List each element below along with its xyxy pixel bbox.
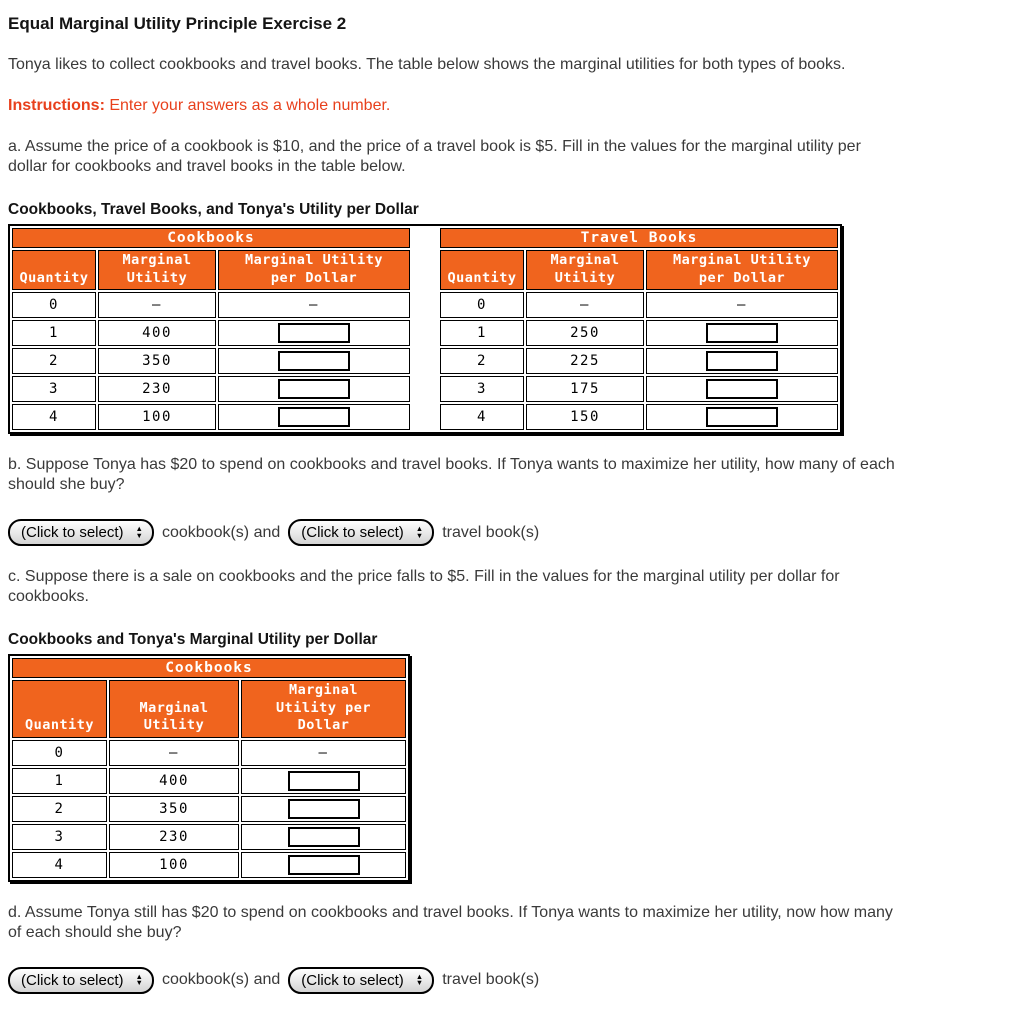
select-label: (Click to select) [21,524,124,542]
quantity-3: 3 [12,824,107,850]
between-label: cookbook(s) and [161,971,281,989]
input-travel-mupd-3[interactable] [706,379,778,399]
travel-books-group-header: Travel Books [440,228,838,248]
travel-mu-0: — [526,292,644,318]
table-gap-column [412,228,438,430]
input-cookbook-mupd-3[interactable] [278,379,350,399]
col-header-marginal-utility-cookbooks: Marginal Utility [98,250,216,290]
cookbooks-quantity-4: 4 [12,404,96,430]
quantity-1: 1 [12,768,107,794]
part-a-text: a. Assume the price of a cookbook is $10, and the price of a travel book is $5. Fill in the values for the marginal utility per dollar for cookbooks and travel books in the table below. [8,138,861,175]
instructions [8,96,901,116]
cookbooks-mu-3: 230 [98,376,216,402]
utility-table-cookbooks-travel [8,224,842,434]
col-header-marginal-utility: Marginal Utility [109,680,239,738]
cookbooks-quantity-3: 3 [12,376,96,402]
cookbooks-quantity-select-b[interactable] [8,519,154,546]
table-row [12,768,406,794]
travel-quantity-0: 0 [440,292,524,318]
col-header-quantity-travel: Quantity [440,250,524,290]
intro-text: Tonya likes to collect cookbooks and travel books. The table below shows the marginal utilities for both types of books. [8,56,846,73]
table-row [12,658,406,678]
cookbooks-mupd-cell-3 [218,376,410,402]
cookbooks-quantity-select-d[interactable] [8,967,154,994]
mu-0: — [109,740,239,766]
travel-quantity-1: 1 [440,320,524,346]
travel-quantity-4: 4 [440,404,524,430]
input-sale-mupd-3[interactable] [288,827,360,847]
table-row [12,680,406,738]
select-label: (Click to select) [301,524,404,542]
mupd-cell-4 [241,852,406,878]
mu-1: 400 [109,768,239,794]
table-row [12,824,406,850]
cookbooks-mupd-cell-1 [218,320,410,346]
input-sale-mupd-1[interactable] [288,771,360,791]
travel-quantity-2: 2 [440,348,524,374]
travel-mu-1: 250 [526,320,644,346]
cookbooks-quantity-1: 1 [12,320,96,346]
table2-caption: Cookbooks and Tonya's Marginal Utility per Dollar [8,631,378,649]
input-travel-mupd-1[interactable] [706,323,778,343]
updown-arrow-icon: ▲ ▼ [135,524,143,540]
travel-mupd-cell-1 [646,320,838,346]
mu-2: 350 [109,796,239,822]
travel-mupd-cell-3 [646,376,838,402]
mupd-cell-1 [241,768,406,794]
part-b-text: b. Suppose Tonya has $20 to spend on cookbooks and travel books. If Tonya wants to maximize her utility, how many of each should she buy? [8,456,895,494]
cookbooks-quantity-2: 2 [12,348,96,374]
input-travel-mupd-4[interactable] [706,407,778,427]
page-title: Equal Marginal Utility Principle Exercise 2 [8,14,347,33]
col-header-marginal-utility-travel: Marginal Utility [526,250,644,290]
part-b-answer-row [8,519,1016,546]
input-sale-mupd-4[interactable] [288,855,360,875]
cookbooks-group-header: Cookbooks [12,658,406,678]
between-label: cookbook(s) and [161,523,281,541]
col-header-mu-per-dollar: Marginal Utility per Dollar [241,680,406,738]
cookbooks-mu-1: 400 [98,320,216,346]
instructions-label: Instructions: [8,97,105,114]
travel-mupd-0: — [646,292,838,318]
travel-quantity-select-d[interactable] [288,967,434,994]
after-label: travel book(s) [442,971,540,989]
mu-3: 230 [109,824,239,850]
mupd-cell-3 [241,824,406,850]
table-row [12,740,406,766]
updown-arrow-icon: ▲ ▼ [415,524,424,540]
travel-quantity-select-b[interactable] [288,519,434,546]
input-sale-mupd-2[interactable] [288,799,360,819]
updown-arrow-icon: ▲ ▼ [415,971,424,988]
updown-arrow-icon: ▲ ▼ [135,971,143,988]
cookbooks-mu-2: 350 [98,348,216,374]
input-cookbook-mupd-1[interactable] [278,323,350,343]
select-label: (Click to select) [21,971,124,989]
travel-mu-2: 225 [526,348,644,374]
cookbooks-mupd-cell-4 [218,404,410,430]
cookbooks-mu-4: 100 [98,404,216,430]
utility-table-cookbooks-sale [8,654,410,882]
table-row [12,796,406,822]
quantity-2: 2 [12,796,107,822]
col-header-mu-per-dollar-travel: Marginal Utility per Dollar [646,250,838,290]
part-d-answer-row [8,967,1016,994]
instructions-text: Enter your answers as a whole number. [104,97,391,114]
travel-mu-3: 175 [526,376,644,402]
cookbooks-mu-0: — [98,292,216,318]
select-label: (Click to select) [301,971,404,989]
input-travel-mupd-2[interactable] [706,351,778,371]
cookbooks-group-header: Cookbooks [12,228,410,248]
after-label: travel book(s) [442,523,540,541]
travel-mu-4: 150 [526,404,644,430]
part-c-text: c. Suppose there is a sale on cookbooks and the price falls to $5. Fill in the values for the marginal utility per dollar for cookbooks. [8,568,840,606]
travel-mupd-cell-4 [646,404,838,430]
cookbooks-mupd-cell-2 [218,348,410,374]
travel-mupd-cell-2 [646,348,838,374]
mupd-cell-2 [241,796,406,822]
quantity-0: 0 [12,740,107,766]
cookbooks-mupd-0: — [218,292,410,318]
quantity-4: 4 [12,852,107,878]
table-row [12,228,838,248]
table-row [12,852,406,878]
mupd-0: — [241,740,406,766]
input-cookbook-mupd-2[interactable] [278,351,350,371]
part-d-text: d. Assume Tonya still has $20 to spend on cookbooks and travel books. If Tonya wants to maximize her utility, now how many of each should she buy? [8,903,893,941]
table1-caption: Cookbooks, Travel Books, and Tonya's Utility per Dollar [8,201,419,218]
input-cookbook-mupd-4[interactable] [278,407,350,427]
mu-4: 100 [109,852,239,878]
col-header-quantity: Quantity [12,680,107,738]
col-header-quantity-cookbooks: Quantity [12,250,96,290]
travel-quantity-3: 3 [440,376,524,402]
cookbooks-quantity-0: 0 [12,292,96,318]
col-header-mu-per-dollar-cookbooks: Marginal Utility per Dollar [218,250,410,290]
